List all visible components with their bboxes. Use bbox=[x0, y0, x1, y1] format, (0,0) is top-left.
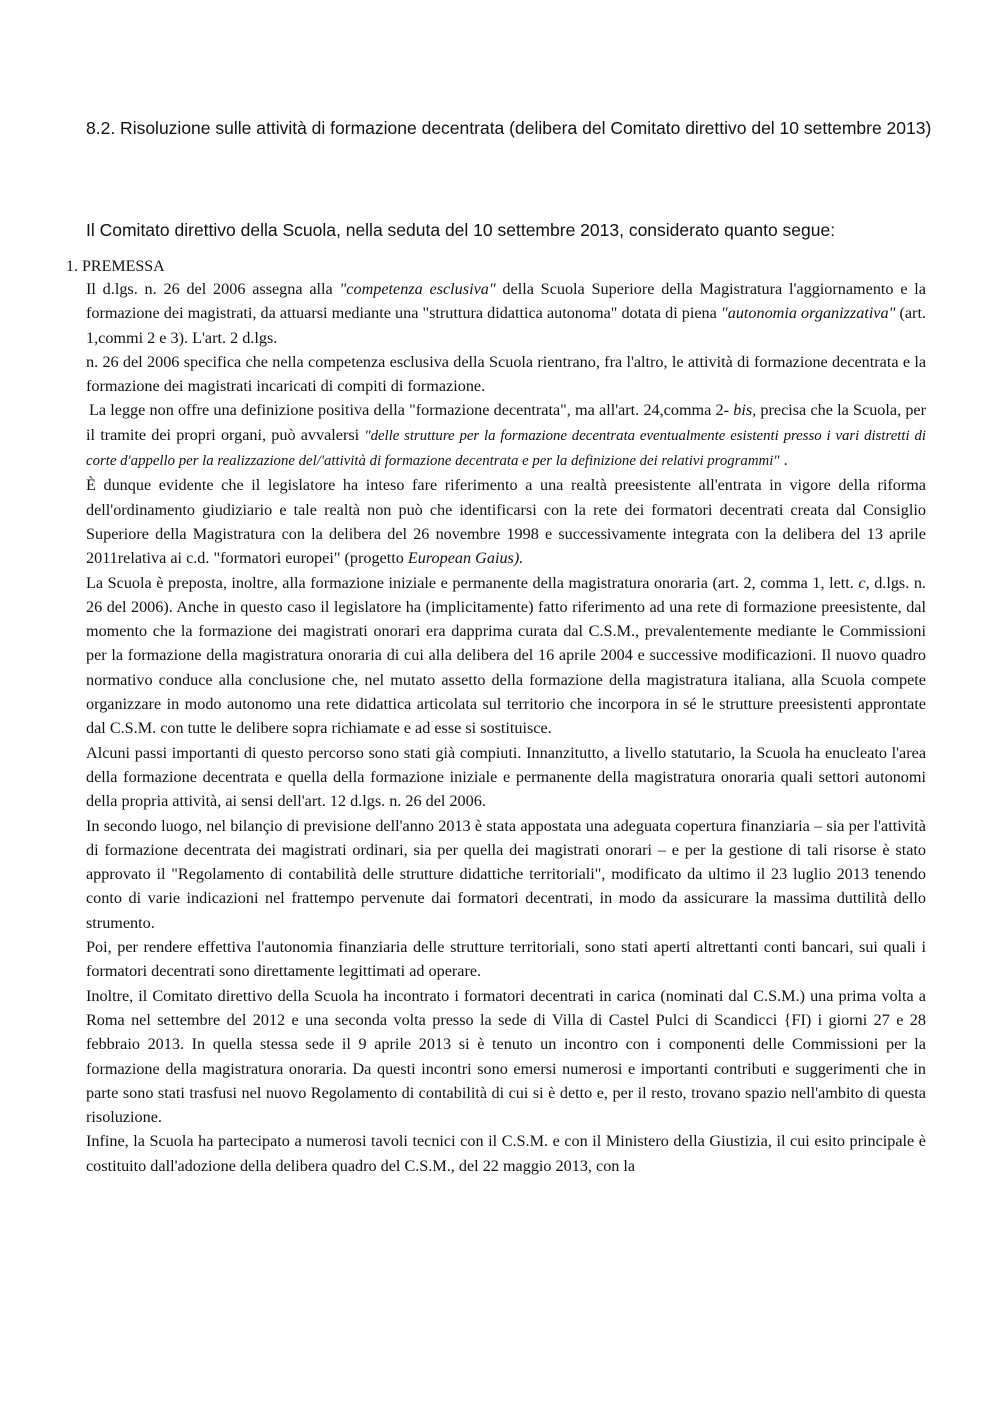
paragraph-2: n. 26 del 2006 specifica che nella competenza esclusiva della Scuola rientrano, fra l'altro, le attività di formazione decentrata e la formazione dei magistrati incaricati di compiti di formazione. bbox=[86, 352, 926, 396]
quoted-text: "autonomia organizzativa" bbox=[720, 304, 896, 323]
paragraph-text: È dunque evidente che il legislatore ha inteso fare riferimento a una realtà preesistente all'entrata in vigore della riforma dell'ordinamento giudiziario e tale realtà non può che identificarsi con la rete dei formatori decentrati creata dal Consiglio Superiore della Magistratura con la delibera del 26 novembre 1998 e successivamente integrata con la delibera del 13 aprile 2011relativa ai c.d. "formatori europei" (progetto bbox=[86, 476, 926, 568]
paragraph-text: La legge non offre una definizione positiva della "formazione decentrata", ma all'art. 24,comma 2- bbox=[89, 401, 734, 420]
paragraph-9: Inoltre, il Comitato direttivo della Scuola ha incontrato i formatori decentrati in carica (nominati dal C.S.M.) una prima volta a Roma nel settembre del 2012 e una seconda volta presso la sede di Villa di Castel Pulci di Scandicci {FI) i giorni 27 e 28 febbraio 2013. In quella stessa sede il 9 aprile 2013 si è tenuto un incontro con i componenti delle Commissioni per la formazione della magistratura onoraria. Da questi incontri sono emersi numerosi e importanti contributi e suggerimenti che in parte sono stati trasfusi nel nuovo Regolamento di contabilità di cui si è detto e, per il resto, trovano spazio nell'ambito di questa risoluzione. bbox=[86, 986, 926, 1127]
section-title: 1. PREMESSA bbox=[66, 258, 165, 275]
body-text bbox=[86, 277, 926, 1178]
paragraph-text: (art. 1,commi 2 e 3). L'art. 2 d.lgs. bbox=[86, 304, 926, 347]
paragraph-text: . bbox=[779, 451, 788, 470]
paragraph-6: Alcuni passi importanti di questo percorso sono stati già compiuti. Innanzitutto, a livello statutario, la Scuola ha enucleato l'area della formazione decentrata e quella della formazione iniziale e permanente della magistratura onoraria quali settori autonomi della propria attività, ai sensi dell'art. 12 d.lgs. n. 26 del 2006. bbox=[86, 743, 926, 811]
paragraph-7: In secondo luogo, nel bilançio di previsione dell'anno 2013 è stata appostata una adeguata copertura finanziaria – sia per l'attività di formazione decentrata dei magistrati ordinari, sia per quella dei magistrati onorari – e per la gestione di tali risorse è stato approvato il "Regolamento di contabilità delle strutture didattiche territoriali", modificato da ultimo il 23 luglio 2013 tenendo conto di varie indicazioni nel frattempo pervenute dai formatori decentrati, in modo da assicurare la massima duttilità dello strumento. bbox=[86, 816, 926, 932]
paragraph-5 bbox=[86, 571, 926, 741]
italic-text: European Gaius). bbox=[407, 549, 524, 568]
paragraph-text: della Scuola Superiore della Magistratura l'aggiornamento e la formazione dei magistrati, da attuarsi mediante una "struttura didattica autonoma" dotata di piena bbox=[86, 280, 926, 323]
quoted-text: "competenza esclusiva" bbox=[339, 280, 496, 298]
paragraph-text: La Scuola è preposta, inoltre, alla formazione iniziale e permanente della magistratura onoraria (art. 2, comma 1, lett. bbox=[86, 573, 859, 592]
paragraph-1 bbox=[86, 277, 926, 350]
paragraph-10: Infine, la Scuola ha partecipato a numerosi tavoli tecnici con il C.S.M. e con il Ministero della Giustizia, il cui esito principale è costituito dall'adozione della delibera quadro del C.S.M., del 22 maggio 2013, con la bbox=[86, 1132, 926, 1175]
document-heading: 8.2. Risoluzione sulle attività di formazione decentrata (delibera del Comitato direttivo del 10 settembre 2013) bbox=[86, 118, 932, 138]
italic-text: bis, bbox=[733, 401, 757, 420]
paragraph-8: Poi, per rendere effettiva l'autonomia finanziaria delle strutture territoriali, sono stati aperti altrettanti conti bancari, sui quali i formatori decentrati sono direttamente legittimati ad operare. bbox=[86, 938, 926, 981]
paragraph-4 bbox=[86, 473, 926, 570]
intro-sentence: Il Comitato direttivo della Scuola, nella seduta del 10 settembre 2013, considerato quanto segue: bbox=[86, 220, 836, 240]
paragraph-text: Il d.lgs. n. 26 del 2006 assegna alla bbox=[86, 280, 340, 298]
paragraph-3 bbox=[86, 398, 926, 473]
paragraph-text: d.lgs. n. 26 del 2006). Anche in questo caso il legislatore ha (implicitamente) fatto riferimento ad una rete di formazione preesistente, dal momento che la formazione dei magistrati onorari era dapprima curata dal C.S.M., prevalentemente mediante le Commissioni per la formazione della magistratura onoraria di cui alla delibera del 16 aprile 2004 e successive modificazioni. Il nuovo quadro normativo conduce alla conclusione che, nel mutato assetto della formazione della magistratura italiana, alla Scuola compete organizzare in modo autonomo una rete didattica articolata sul territorio che incorpora in sé le strutture preesistenti approntate dal C.S.M. con tutte le delibere sopra richiamate e ad esse si sostituisce. bbox=[86, 573, 926, 738]
paragraph-text: precisa che la Scuola, per il tramite dei propri organi, può avvalersi bbox=[86, 401, 926, 444]
italic-text: c, bbox=[858, 573, 870, 592]
quoted-text: "delle strutture per la formazione decentrata eventualmente esistenti presso i vari distretti di corte d'appello per la realizzazione del/'attività di formazione decentrata e per la definizione dei relativi programmi" bbox=[86, 427, 926, 470]
